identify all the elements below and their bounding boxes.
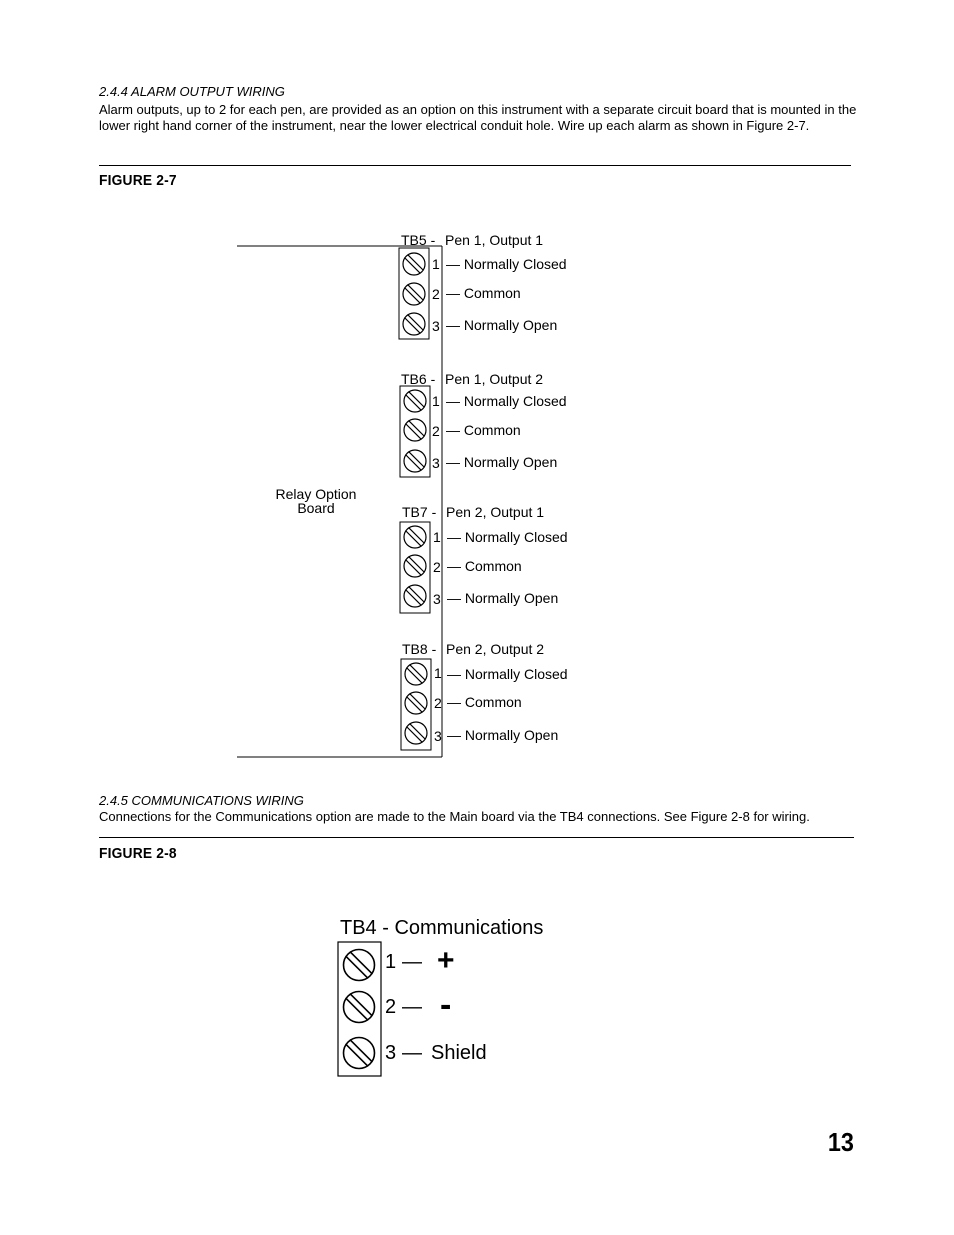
terminal-label: — Common	[446, 422, 521, 438]
tb-desc: Pen 1, Output 2	[445, 371, 544, 387]
screw-icon	[405, 663, 427, 685]
page-number: 13	[827, 1127, 854, 1157]
terminal-number: 3	[385, 1042, 397, 1064]
terminal-label: — Normally Open	[446, 317, 558, 333]
section-2-4-4-body: Alarm outputs, up to 2 for each pen, are provided as an option on this instrument with a separate circuit board that is mounted in the lower right hand corner of the instrument, near the lower electrical conduit hole. Wire up each alarm as shown in Figure 2-7.	[99, 102, 857, 133]
board-label	[274, 486, 358, 516]
terminal-label: — Normally Closed	[447, 666, 568, 682]
terminal-label: — Common	[447, 558, 522, 574]
terminal-number: 1	[432, 393, 440, 409]
terminal-label: — Common	[447, 694, 522, 710]
screw-icon	[404, 390, 426, 412]
screw-icon	[403, 283, 425, 305]
tb-id: TB5 -	[401, 232, 436, 248]
section-2-4-5-body: Connections for the Communications option are made to the Main board via the TB4 connections. See Figure 2-8 for wiring.	[99, 809, 810, 824]
terminal-number: 1	[432, 256, 440, 272]
screw-icon	[405, 692, 427, 714]
terminal-label: — Normally Open	[447, 590, 559, 606]
terminal-label: — Normally Closed	[446, 393, 567, 409]
tb4-title: TB4 - Communications	[340, 917, 544, 939]
board-label-line1: Relay Option	[275, 486, 357, 502]
terminal-dash: —	[402, 996, 422, 1018]
section-2-4-4-title: 2.4.4 ALARM OUTPUT WIRING	[99, 84, 285, 99]
screw-icon	[344, 1038, 375, 1069]
terminal-dash: —	[402, 951, 422, 973]
screw-icon	[405, 722, 427, 744]
terminal-number: 2	[432, 286, 440, 302]
terminal-number: 3	[433, 591, 441, 607]
terminal-label: — Normally Closed	[447, 529, 568, 545]
terminal-number: 1	[433, 529, 441, 545]
screw-icon	[403, 253, 425, 275]
figure-2-7-title: FIGURE 2-7	[99, 172, 177, 189]
screw-icon	[344, 992, 375, 1023]
tb-desc: Pen 2, Output 2	[446, 641, 545, 657]
tb-id: TB8 -	[402, 641, 437, 657]
screw-icon	[344, 950, 375, 981]
terminal-number: 3	[434, 728, 442, 744]
tb-id: TB7 -	[402, 504, 437, 520]
tb-desc: Pen 1, Output 1	[445, 232, 544, 248]
terminal-number: 3	[432, 318, 440, 334]
terminal-label: — Normally Open	[446, 454, 558, 470]
terminal-label: — Common	[446, 285, 521, 301]
terminal-number: 2	[432, 423, 440, 439]
figure-2-8-title: FIGURE 2-8	[99, 845, 177, 862]
terminal-number: 1	[385, 951, 397, 973]
tb-id: TB6 -	[401, 371, 436, 387]
terminal-number: 2	[434, 695, 442, 711]
terminal-number: 2	[385, 996, 397, 1018]
terminal-label-plus: +	[437, 944, 455, 977]
screw-icon	[404, 450, 426, 472]
screw-icon	[404, 526, 426, 548]
terminal-label-shield: Shield	[431, 1042, 487, 1064]
screw-icon	[404, 555, 426, 577]
board-label-line2: Board	[297, 500, 335, 516]
tb-desc: Pen 2, Output 1	[446, 504, 545, 520]
screw-icon	[404, 585, 426, 607]
terminal-dash: —	[402, 1042, 422, 1064]
screw-icon	[403, 313, 425, 335]
section-2-4-5-title: 2.4.5 COMMUNICATIONS WIRING	[99, 793, 304, 808]
terminal-number: 2	[433, 559, 441, 575]
terminal-label: — Normally Closed	[446, 256, 567, 272]
terminal-label: — Normally Open	[447, 727, 559, 743]
terminal-number: 1	[434, 665, 442, 681]
terminal-number: 3	[432, 455, 440, 471]
terminal-label-minus: -	[440, 986, 452, 1024]
screw-icon	[404, 419, 426, 441]
divider	[99, 837, 854, 838]
